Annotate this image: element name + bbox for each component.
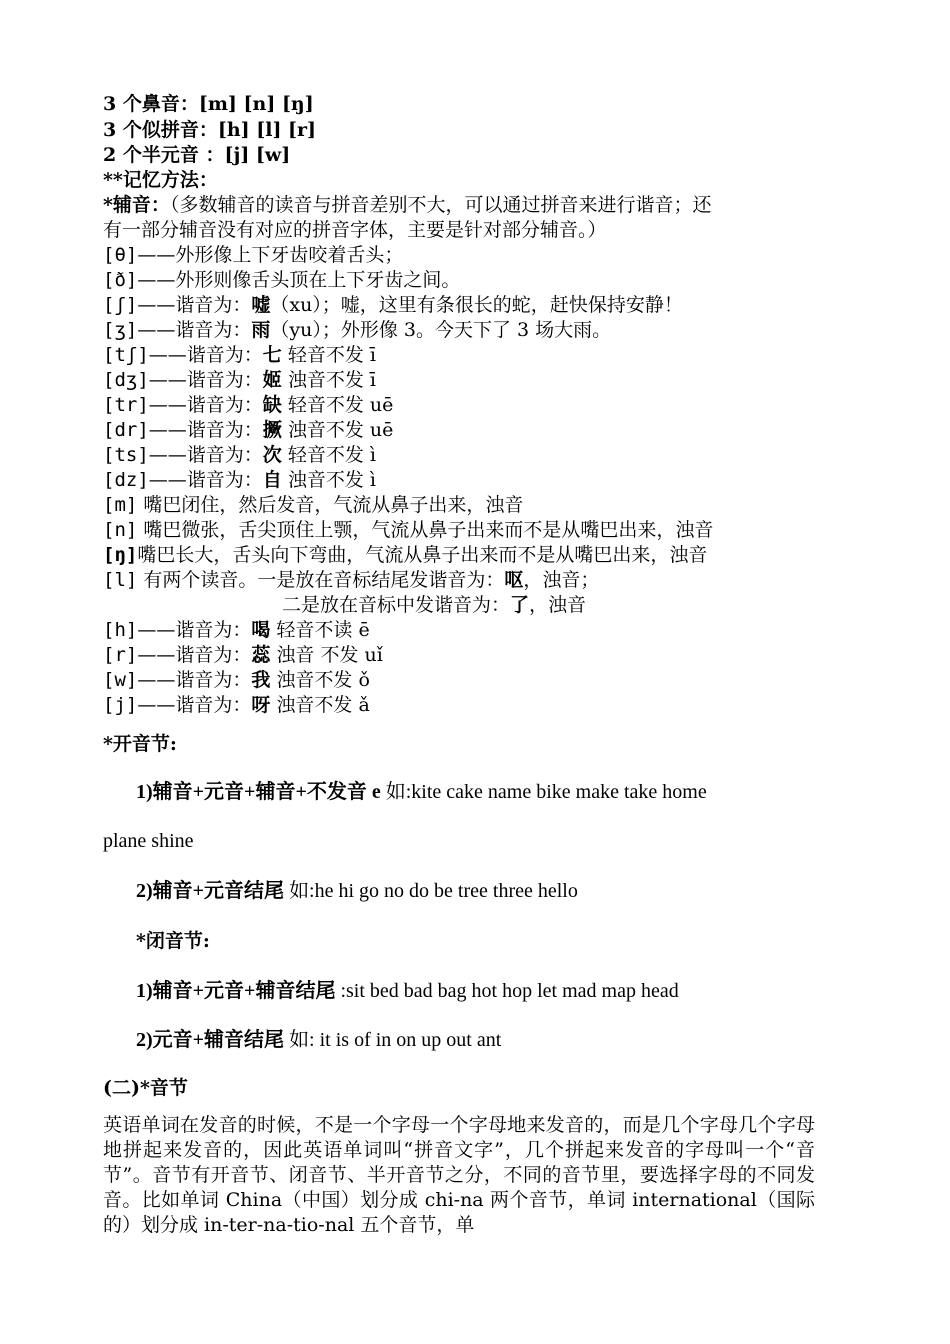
rule-examples: 如: it is of in on up out ant: [284, 1029, 502, 1051]
phoneme-row: [103, 268, 460, 293]
phoneme-row: [103, 368, 376, 393]
phoneme-description: ——谐音为：: [137, 669, 252, 691]
phoneme-row: [103, 618, 370, 643]
phoneme-row: [103, 443, 376, 468]
rule-pattern: 1)辅音+元音+辅音+不发音 e: [136, 781, 381, 803]
consonant-intro-line: [103, 193, 711, 218]
rule-examples: 如:kite cake name bike make take home: [380, 781, 707, 803]
phoneme-symbol: [w]: [103, 669, 138, 691]
phoneme-note: 浊音不发 ǎ: [270, 694, 370, 716]
open-syllable-rule-1: [136, 780, 707, 805]
homophone-char: 次: [262, 444, 282, 466]
phoneme-note: 浊音不发 ǒ: [270, 669, 370, 691]
phoneme-note: （yu）；外形像 3。今天下了 3 场大雨。: [270, 319, 612, 341]
phoneme-description: ——谐音为：: [137, 694, 252, 716]
phoneme-description: ——谐音为：: [148, 394, 263, 416]
phoneme-description: 嘴巴闭住，然后发音，气流从鼻子出来，浊音: [137, 494, 524, 516]
phoneme-description: ——谐音为：: [148, 444, 263, 466]
phoneme-description: 二是放在音标中发谐音为：: [282, 594, 511, 616]
homophone-char: 姬: [262, 369, 282, 391]
homophone-char: 缺: [262, 394, 282, 416]
phoneme-symbol: [θ]: [103, 244, 138, 266]
phoneme-note: 轻音不发 ì: [281, 444, 376, 466]
open-syllable-title: *开音节:: [103, 733, 177, 755]
phoneme-description: ——谐音为：: [137, 294, 252, 316]
phoneme-description: ——谐音为：: [148, 344, 263, 366]
phoneme-row: [103, 418, 393, 443]
rule-examples: 如:he hi go no do be tree three hello: [284, 880, 578, 902]
homophone-char: 自: [262, 469, 282, 491]
phoneme-row-l-second: [282, 593, 586, 618]
phoneme-symbol: [ð]: [103, 269, 138, 291]
rule-examples: :sit bed bad bag hot hop let mad map head: [335, 980, 679, 1002]
phoneme-symbol: [ts]: [103, 444, 149, 466]
phoneme-row: [103, 293, 683, 318]
phoneme-note: 轻音不发 uē: [281, 394, 394, 416]
homophone-char: 雨: [251, 319, 271, 341]
phoneme-symbol: [j]: [103, 694, 138, 716]
phoneme-symbol: [dr]: [103, 419, 149, 441]
semivowels-line: 2 个半元音 ：[j] [w]: [103, 144, 291, 166]
phoneme-description: 嘴巴长大，舌头向下弯曲，气流从鼻子出来而不是从嘴巴出来，浊音: [137, 544, 708, 566]
homophone-char: 撅: [262, 419, 282, 441]
homophone-char: 七: [262, 344, 282, 366]
phoneme-symbol: [ŋ]: [103, 544, 138, 566]
consonant-label: *辅音：: [103, 194, 170, 216]
phoneme-note: ，浊音: [529, 594, 587, 616]
phoneme-symbol: [tʃ]: [103, 344, 149, 366]
phoneme-row: [103, 693, 370, 718]
phoneme-note: 浊音不发 ì: [281, 469, 376, 491]
homophone-char: 了: [510, 594, 530, 616]
rule-pattern: 1)辅音+元音+辅音结尾: [136, 980, 336, 1002]
section-title: (二)*音节: [103, 1077, 188, 1099]
phoneme-row: [103, 343, 376, 368]
syllable-paragraph: 英语单词在发音的时候，不是一个字母一个字母地来发音的，而是几个字母几个字母地拼起来发音的，因此英语单词叫“拼音文字”，几个拼起来发音的字母叫一个“音节”。音节有开音节、闭音节、半开音节之分，不同的音节里，要选择字母的不同发音。比如单词 China（中国）划分成 chi-na 两个音节，单词 international（国际的）划分成 in-ter-na-tio-nal 五个音节，单: [103, 1114, 815, 1236]
homophone-char: 我: [251, 669, 271, 691]
phoneme-symbol: [r]: [103, 644, 138, 666]
phoneme-note: ，浊音；: [523, 569, 600, 591]
phoneme-description: ——谐音为：: [148, 469, 263, 491]
phoneme-note: 浊音不发 ī: [281, 369, 376, 391]
phoneme-row: [103, 668, 370, 693]
phoneme-symbol: [dʒ]: [103, 369, 149, 391]
phoneme-symbol: [h]: [103, 619, 138, 641]
phoneme-row: [103, 318, 611, 343]
phoneme-note: 轻音不发 ī: [281, 344, 376, 366]
phoneme-row-ng: [103, 543, 707, 568]
phoneme-row: [103, 393, 393, 418]
phoneme-description: ——外形则像舌头顶在上下牙齿之间。: [137, 269, 461, 291]
homophone-char: 嘘: [251, 294, 271, 316]
open-syllable-rule-1-cont: plane shine: [103, 830, 194, 852]
phoneme-description: ——谐音为：: [148, 369, 263, 391]
phoneme-symbol: [n]: [103, 519, 138, 541]
phoneme-symbol: [ʒ]: [103, 319, 138, 341]
homophone-char: 呕: [504, 569, 524, 591]
phoneme-note: 轻音不读 ē: [270, 619, 370, 641]
phoneme-description: ——谐音为：: [148, 419, 263, 441]
phoneme-row-m: [103, 493, 523, 518]
phoneme-row: [103, 468, 376, 493]
phoneme-row: [103, 243, 403, 268]
open-syllable-rule-2: [136, 879, 578, 904]
phoneme-row: [103, 643, 383, 668]
closed-syllable-rule-2: [136, 1028, 501, 1053]
memory-title: **记忆方法：: [103, 169, 218, 191]
phoneme-note: （xu）；嘘，这里有条很长的蛇，赶快保持安静！: [270, 294, 683, 316]
pinyin-like-line: 3 个似拼音：[h] [l] [r]: [103, 119, 317, 141]
phoneme-row-l: [103, 568, 599, 593]
phoneme-description: ——谐音为：: [137, 619, 252, 641]
phoneme-note: 浊音不发 uē: [281, 419, 394, 441]
closed-syllable-rule-1: [136, 979, 679, 1004]
phoneme-symbol: [l]: [103, 569, 138, 591]
phoneme-symbol: [tr]: [103, 394, 149, 416]
phoneme-description: 有两个读音。一是放在音标结尾发谐音为：: [137, 569, 505, 591]
phoneme-description: ——外形像上下牙齿咬着舌头；: [137, 244, 404, 266]
homophone-char: 蕊: [251, 644, 271, 666]
homophone-char: 呀: [251, 694, 271, 716]
phoneme-note: 浊音 不发 uǐ: [270, 644, 383, 666]
phoneme-symbol: [m]: [103, 494, 138, 516]
phoneme-symbol: [dz]: [103, 469, 149, 491]
phoneme-symbol: [ʃ]: [103, 294, 138, 316]
rule-pattern: 2)辅音+元音结尾: [136, 880, 285, 902]
closed-syllable-title: *闭音节:: [136, 930, 210, 952]
phoneme-description: ——谐音为：: [137, 319, 252, 341]
phoneme-description: ——谐音为：: [137, 644, 252, 666]
nasals-line: 3 个鼻音：[m] [n] [ŋ]: [103, 93, 314, 115]
homophone-char: 喝: [251, 619, 271, 641]
consonant-desc-cont: 有一部分辅音没有对应的拼音字体，主要是针对部分辅音。）: [103, 219, 607, 241]
phoneme-row-n: [103, 518, 713, 543]
rule-pattern: 2)元音+辅音结尾: [136, 1029, 285, 1051]
consonant-desc: （多数辅音的读音与拼音差别不大，可以通过拼音来进行谐音；还: [169, 194, 712, 216]
phoneme-description: 嘴巴微张，舌尖顶住上颚，气流从鼻子出来而不是从嘴巴出来，浊音: [137, 519, 714, 541]
